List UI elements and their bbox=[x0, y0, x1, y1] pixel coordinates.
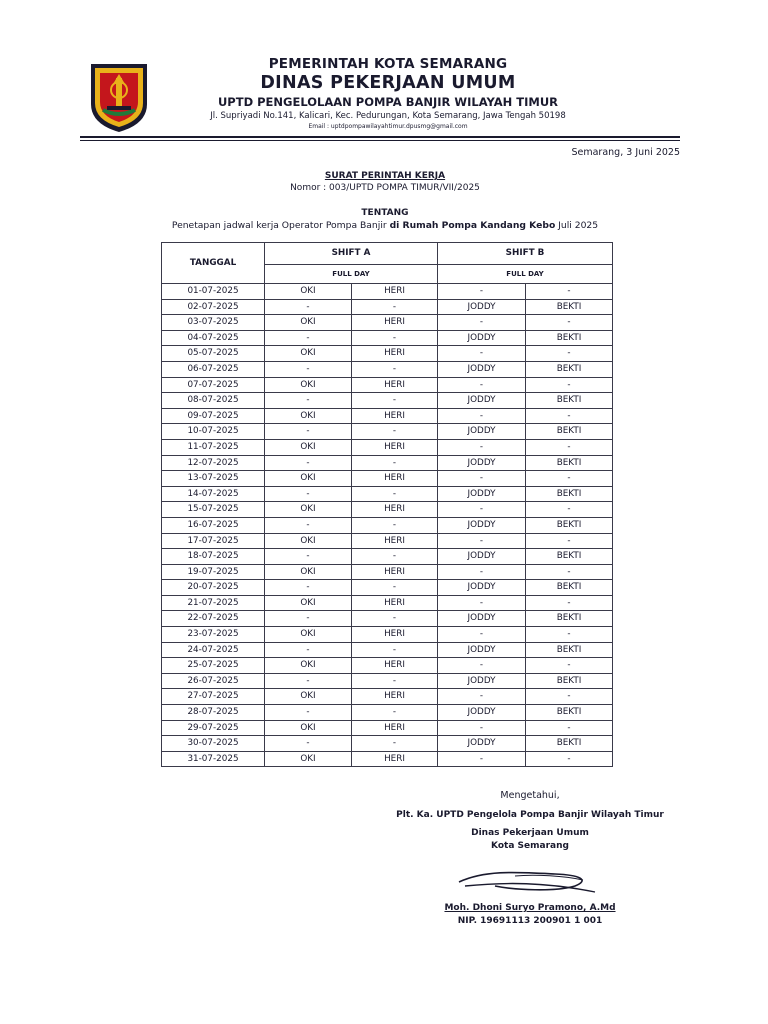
cell-shift-b-1: JODDY bbox=[438, 642, 526, 658]
cell-shift-b-1: JODDY bbox=[438, 736, 526, 752]
cell-shift-a-2: HERI bbox=[352, 377, 438, 393]
cell-shift-b-1: JODDY bbox=[438, 424, 526, 440]
cell-shift-b-1: JODDY bbox=[438, 486, 526, 502]
header-shift-a: SHIFT A bbox=[265, 243, 438, 265]
cell-date: 22-07-2025 bbox=[162, 611, 265, 627]
cell-shift-a-2: - bbox=[352, 549, 438, 565]
cell-shift-a-2: HERI bbox=[352, 658, 438, 674]
cell-shift-a-1: OKI bbox=[265, 564, 352, 580]
cell-shift-b-2: BEKTI bbox=[526, 580, 613, 596]
table-row bbox=[162, 549, 613, 565]
table-row bbox=[162, 455, 613, 471]
cell-shift-a-2: - bbox=[352, 580, 438, 596]
cell-shift-a-1: - bbox=[265, 517, 352, 533]
cell-shift-b-2: BEKTI bbox=[526, 673, 613, 689]
cell-shift-a-1: OKI bbox=[265, 627, 352, 643]
cell-shift-a-1: OKI bbox=[265, 720, 352, 736]
cell-shift-b-2: - bbox=[526, 471, 613, 487]
cell-shift-a-2: HERI bbox=[352, 751, 438, 767]
cell-date: 14-07-2025 bbox=[162, 486, 265, 502]
cell-date: 29-07-2025 bbox=[162, 720, 265, 736]
cell-shift-a-2: HERI bbox=[352, 408, 438, 424]
cell-shift-b-1: - bbox=[438, 377, 526, 393]
cell-shift-a-1: - bbox=[265, 705, 352, 721]
cell-shift-a-2: - bbox=[352, 486, 438, 502]
header-tanggal: TANGGAL bbox=[162, 243, 265, 284]
cell-shift-b-1: - bbox=[438, 627, 526, 643]
cell-shift-a-2: - bbox=[352, 736, 438, 752]
table-row bbox=[162, 705, 613, 721]
table-row bbox=[162, 673, 613, 689]
cell-shift-b-2: BEKTI bbox=[526, 549, 613, 565]
cell-shift-a-2: HERI bbox=[352, 689, 438, 705]
cell-shift-a-1: - bbox=[265, 549, 352, 565]
table-row bbox=[162, 611, 613, 627]
table-row bbox=[162, 424, 613, 440]
cell-shift-a-2: HERI bbox=[352, 284, 438, 300]
cell-shift-b-2: - bbox=[526, 658, 613, 674]
cell-date: 13-07-2025 bbox=[162, 471, 265, 487]
cell-shift-a-1: - bbox=[265, 486, 352, 502]
table-row bbox=[162, 720, 613, 736]
cell-shift-b-2: - bbox=[526, 502, 613, 518]
cell-shift-b-2: BEKTI bbox=[526, 455, 613, 471]
cell-shift-b-2: BEKTI bbox=[526, 642, 613, 658]
cell-shift-b-1: JODDY bbox=[438, 393, 526, 409]
cell-shift-b-1: - bbox=[438, 471, 526, 487]
cell-shift-b-2: - bbox=[526, 720, 613, 736]
cell-shift-a-2: HERI bbox=[352, 595, 438, 611]
table-row bbox=[162, 595, 613, 611]
cell-date: 28-07-2025 bbox=[162, 705, 265, 721]
cell-date: 16-07-2025 bbox=[162, 517, 265, 533]
cell-shift-b-1: JODDY bbox=[438, 517, 526, 533]
letter-title: SURAT PERINTAH KERJA bbox=[324, 171, 446, 181]
cell-date: 03-07-2025 bbox=[162, 315, 265, 331]
table-row bbox=[162, 736, 613, 752]
cell-shift-b-1: JODDY bbox=[438, 361, 526, 377]
cell-shift-a-1: - bbox=[265, 361, 352, 377]
cell-shift-b-2: BEKTI bbox=[526, 361, 613, 377]
cell-shift-a-1: - bbox=[265, 330, 352, 346]
cell-shift-b-1: - bbox=[438, 439, 526, 455]
subject-suffix: Juli 2025 bbox=[555, 220, 599, 231]
cell-shift-b-1: - bbox=[438, 751, 526, 767]
table-row bbox=[162, 486, 613, 502]
table-row bbox=[162, 299, 613, 315]
cell-shift-b-2: - bbox=[526, 533, 613, 549]
cell-date: 27-07-2025 bbox=[162, 689, 265, 705]
cell-shift-a-1: OKI bbox=[265, 502, 352, 518]
cell-shift-a-1: OKI bbox=[265, 439, 352, 455]
cell-shift-b-1: JODDY bbox=[438, 299, 526, 315]
cell-shift-b-2: BEKTI bbox=[526, 736, 613, 752]
cell-shift-a-1: - bbox=[265, 736, 352, 752]
cell-shift-b-2: BEKTI bbox=[526, 611, 613, 627]
letterhead-email: Email : uptdpompawilayahtimur.dpusmg@gmail.com bbox=[308, 123, 468, 130]
cell-shift-a-1: OKI bbox=[265, 471, 352, 487]
cell-shift-a-1: OKI bbox=[265, 658, 352, 674]
cell-shift-b-1: JODDY bbox=[438, 330, 526, 346]
cell-shift-a-2: HERI bbox=[352, 471, 438, 487]
cell-date: 20-07-2025 bbox=[162, 580, 265, 596]
cell-shift-a-1: OKI bbox=[265, 595, 352, 611]
letterhead-rule-thin bbox=[80, 140, 680, 141]
cell-date: 24-07-2025 bbox=[162, 642, 265, 658]
cell-date: 30-07-2025 bbox=[162, 736, 265, 752]
cell-shift-b-2: - bbox=[526, 751, 613, 767]
cell-shift-b-1: - bbox=[438, 564, 526, 580]
table-row bbox=[162, 642, 613, 658]
cell-shift-a-2: - bbox=[352, 611, 438, 627]
cell-shift-b-1: JODDY bbox=[438, 705, 526, 721]
table-row bbox=[162, 471, 613, 487]
table-row bbox=[162, 517, 613, 533]
cell-date: 07-07-2025 bbox=[162, 377, 265, 393]
cell-shift-a-1: OKI bbox=[265, 408, 352, 424]
cell-shift-a-2: - bbox=[352, 455, 438, 471]
letter-tentang: TENTANG bbox=[361, 208, 409, 218]
letterhead-address: Jl. Supriyadi No.141, Kalicari, Kec. Pedurungan, Kota Semarang, Jawa Tengah 50198 bbox=[210, 111, 566, 121]
table-row bbox=[162, 580, 613, 596]
cell-shift-b-1: JODDY bbox=[438, 611, 526, 627]
cell-shift-b-2: BEKTI bbox=[526, 299, 613, 315]
cell-shift-b-2: - bbox=[526, 564, 613, 580]
cell-shift-a-2: HERI bbox=[352, 564, 438, 580]
letter-date: Semarang, 3 Juni 2025 bbox=[571, 147, 680, 158]
cell-shift-b-2: BEKTI bbox=[526, 486, 613, 502]
letterhead-unit: UPTD PENGELOLAAN POMPA BANJIR WILAYAH TIMUR bbox=[217, 95, 559, 109]
table-row bbox=[162, 284, 613, 300]
signoff-city: Kota Semarang bbox=[491, 841, 569, 851]
cell-shift-a-2: - bbox=[352, 424, 438, 440]
table-row bbox=[162, 533, 613, 549]
letter-number: Nomor : 003/UPTD POMPA TIMUR/VII/2025 bbox=[290, 183, 480, 193]
cell-shift-a-2: - bbox=[352, 705, 438, 721]
cell-shift-a-1: - bbox=[265, 673, 352, 689]
cell-shift-b-2: - bbox=[526, 315, 613, 331]
cell-shift-b-1: - bbox=[438, 315, 526, 331]
table-row bbox=[162, 564, 613, 580]
table-row bbox=[162, 502, 613, 518]
cell-date: 21-07-2025 bbox=[162, 595, 265, 611]
cell-shift-b-2: BEKTI bbox=[526, 517, 613, 533]
cell-shift-a-1: OKI bbox=[265, 284, 352, 300]
cell-shift-b-1: JODDY bbox=[438, 673, 526, 689]
subject-location: di Rumah Pompa Kandang Kebo bbox=[389, 220, 556, 231]
cell-shift-a-1: OKI bbox=[265, 751, 352, 767]
cell-shift-a-1: - bbox=[265, 393, 352, 409]
cell-shift-b-2: - bbox=[526, 439, 613, 455]
cell-shift-a-1: - bbox=[265, 642, 352, 658]
letterhead-department: DINAS PEKERJAAN UMUM bbox=[260, 73, 516, 93]
cell-shift-a-2: HERI bbox=[352, 315, 438, 331]
cell-date: 26-07-2025 bbox=[162, 673, 265, 689]
header-full-day-a: FULL DAY bbox=[265, 265, 438, 284]
cell-shift-b-2: - bbox=[526, 689, 613, 705]
table-row bbox=[162, 330, 613, 346]
cell-shift-a-2: HERI bbox=[352, 346, 438, 362]
cell-shift-b-2: - bbox=[526, 346, 613, 362]
letterhead-government: PEMERINTAH KOTA SEMARANG bbox=[268, 56, 508, 72]
letterhead bbox=[168, 56, 608, 130]
cell-shift-a-2: HERI bbox=[352, 502, 438, 518]
cell-shift-a-1: - bbox=[265, 611, 352, 627]
cell-shift-a-2: - bbox=[352, 330, 438, 346]
handwritten-signature-icon bbox=[455, 862, 605, 902]
cell-shift-b-1: - bbox=[438, 284, 526, 300]
cell-date: 18-07-2025 bbox=[162, 549, 265, 565]
cell-shift-b-1: - bbox=[438, 595, 526, 611]
letterhead-rule-thick bbox=[80, 136, 680, 138]
cell-shift-b-2: - bbox=[526, 377, 613, 393]
letter-subject bbox=[150, 220, 620, 231]
signoff-name: Moh. Dhoni Suryo Pramono, A.Md bbox=[444, 903, 616, 913]
table-row bbox=[162, 361, 613, 377]
cell-shift-a-1: OKI bbox=[265, 346, 352, 362]
cell-date: 08-07-2025 bbox=[162, 393, 265, 409]
cell-shift-a-2: - bbox=[352, 642, 438, 658]
cell-date: 04-07-2025 bbox=[162, 330, 265, 346]
cell-shift-a-2: HERI bbox=[352, 439, 438, 455]
schedule-table bbox=[161, 242, 613, 767]
schedule-body bbox=[162, 284, 613, 767]
cell-date: 05-07-2025 bbox=[162, 346, 265, 362]
table-row bbox=[162, 627, 613, 643]
table-row bbox=[162, 393, 613, 409]
cell-shift-a-1: OKI bbox=[265, 533, 352, 549]
cell-shift-a-1: - bbox=[265, 299, 352, 315]
cell-shift-a-1: - bbox=[265, 580, 352, 596]
cell-date: 01-07-2025 bbox=[162, 284, 265, 300]
header-shift-b: SHIFT B bbox=[438, 243, 613, 265]
cell-date: 06-07-2025 bbox=[162, 361, 265, 377]
cell-shift-b-1: - bbox=[438, 346, 526, 362]
signoff-position: Plt. Ka. UPTD Pengelola Pompa Banjir Wilayah Timur bbox=[396, 810, 664, 820]
header-full-day-b: FULL DAY bbox=[438, 265, 613, 284]
table-row bbox=[162, 658, 613, 674]
table-row bbox=[162, 346, 613, 362]
cell-shift-b-1: - bbox=[438, 502, 526, 518]
cell-shift-b-1: - bbox=[438, 720, 526, 736]
cell-shift-b-1: - bbox=[438, 533, 526, 549]
table-row bbox=[162, 315, 613, 331]
cell-shift-a-1: - bbox=[265, 424, 352, 440]
table-row bbox=[162, 439, 613, 455]
cell-shift-b-1: JODDY bbox=[438, 580, 526, 596]
cell-shift-b-2: - bbox=[526, 284, 613, 300]
table-row bbox=[162, 689, 613, 705]
cell-date: 25-07-2025 bbox=[162, 658, 265, 674]
cell-date: 17-07-2025 bbox=[162, 533, 265, 549]
cell-shift-b-2: - bbox=[526, 595, 613, 611]
cell-shift-a-2: - bbox=[352, 673, 438, 689]
signoff-mengetahui: Mengetahui, bbox=[500, 790, 560, 801]
cell-shift-b-2: BEKTI bbox=[526, 424, 613, 440]
cell-shift-b-2: BEKTI bbox=[526, 393, 613, 409]
cell-shift-a-1: OKI bbox=[265, 377, 352, 393]
cell-shift-b-2: - bbox=[526, 627, 613, 643]
cell-date: 09-07-2025 bbox=[162, 408, 265, 424]
cell-shift-a-2: - bbox=[352, 517, 438, 533]
cell-date: 15-07-2025 bbox=[162, 502, 265, 518]
cell-date: 23-07-2025 bbox=[162, 627, 265, 643]
cell-shift-a-2: - bbox=[352, 361, 438, 377]
table-row bbox=[162, 408, 613, 424]
table-row bbox=[162, 377, 613, 393]
cell-shift-b-1: - bbox=[438, 689, 526, 705]
cell-shift-b-2: - bbox=[526, 408, 613, 424]
cell-shift-a-1: OKI bbox=[265, 315, 352, 331]
cell-date: 11-07-2025 bbox=[162, 439, 265, 455]
cell-shift-b-1: JODDY bbox=[438, 455, 526, 471]
cell-date: 12-07-2025 bbox=[162, 455, 265, 471]
cell-shift-a-1: OKI bbox=[265, 689, 352, 705]
cell-shift-a-2: HERI bbox=[352, 720, 438, 736]
cell-shift-a-2: - bbox=[352, 393, 438, 409]
table-row bbox=[162, 751, 613, 767]
cell-shift-b-2: BEKTI bbox=[526, 330, 613, 346]
cell-date: 19-07-2025 bbox=[162, 564, 265, 580]
signoff-department: Dinas Pekerjaan Umum bbox=[471, 828, 589, 838]
cell-shift-b-1: - bbox=[438, 658, 526, 674]
cell-date: 02-07-2025 bbox=[162, 299, 265, 315]
cell-shift-a-2: HERI bbox=[352, 533, 438, 549]
signoff-nip: NIP. 19691113 200901 1 001 bbox=[457, 916, 603, 926]
cell-shift-a-2: HERI bbox=[352, 627, 438, 643]
cell-shift-b-2: BEKTI bbox=[526, 705, 613, 721]
subject-prefix: Penetapan jadwal kerja Operator Pompa Banjir bbox=[171, 220, 390, 231]
cell-shift-b-1: - bbox=[438, 408, 526, 424]
cell-shift-a-1: - bbox=[265, 455, 352, 471]
cell-shift-a-2: - bbox=[352, 299, 438, 315]
cell-shift-b-1: JODDY bbox=[438, 549, 526, 565]
cell-date: 10-07-2025 bbox=[162, 424, 265, 440]
cell-date: 31-07-2025 bbox=[162, 751, 265, 767]
semarang-city-crest-icon bbox=[87, 60, 151, 134]
